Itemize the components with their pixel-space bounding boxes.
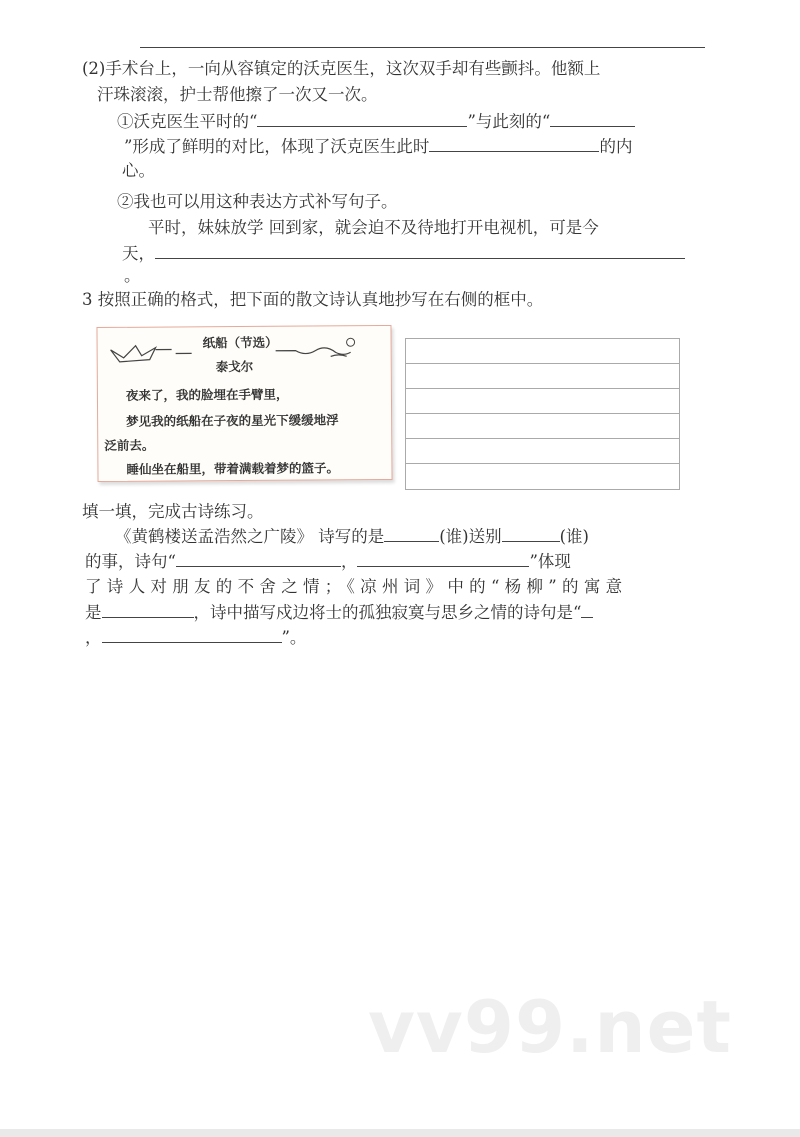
page-bottom-edge [0,1129,800,1137]
q4-line1 [115,525,589,548]
text: ， [340,552,358,571]
poem-line: 睡仙坐在船里，带着满载着梦的篮子。 [126,460,340,477]
text: 《黄鹤楼送孟浩然之广陵》 诗写的是 [115,527,385,546]
q3-title: 3 按照正确的格式，把下面的散文诗认真地抄写在右侧的框中。 [82,290,544,309]
poem-author: 泰戈尔 [215,358,254,375]
writing-row[interactable] [406,339,679,364]
q2-sub1-line2 [124,135,632,158]
writing-row[interactable] [406,414,679,439]
text: ”形成了鲜明的对比，体现了沃克医生此时 [124,137,430,156]
blank-meaning[interactable] [102,601,194,618]
writing-row[interactable] [406,439,679,464]
copy-writing-box[interactable] [405,338,680,490]
poem-line: 泛前去。 [104,437,155,453]
q2-sub2-line3: 。 [124,266,141,285]
blank-who1[interactable] [384,525,439,542]
q2-passage-line2: 汗珠滚滚，护士帮他擦了一次又一次。 [97,85,378,104]
q4-line4 [85,601,593,624]
text: ， [85,628,102,647]
text: 的内 [599,137,633,156]
blank-verse1[interactable] [176,550,341,567]
blank-now[interactable] [550,110,635,127]
text: 天， [122,244,155,263]
q2-passage-line1: (2)手术台上，一向从容镇定的沃克医生，这次双手却有些颤抖。他额上 [82,59,601,78]
writing-row[interactable] [406,364,679,389]
answer-line[interactable] [140,47,705,48]
watermark: vv99.net [368,985,732,1069]
q4-line2 [85,550,571,573]
blank-today[interactable] [155,242,685,259]
q2-sub1-line3: 心。 [122,161,155,180]
text: ”与此刻的“ [467,112,551,131]
text: (谁)送别 [439,527,502,546]
text: ①沃克医生平时的“ [117,112,258,131]
poem-title: 纸船（节选） [202,334,278,351]
q4-line5 [85,626,306,649]
q2-sub1-line1 [117,110,635,133]
text: 是 [85,603,102,622]
blank-verse4[interactable] [102,626,282,643]
text: 的事，诗句“ [85,552,176,571]
q2-sub2-title: ②我也可以用这种表达方式补写句子。 [117,192,398,211]
blank-who2[interactable] [502,525,560,542]
writing-row[interactable] [406,389,679,414]
poem-line: 夜来了，我的脸埋在手臂里， [125,386,289,403]
blank-usual[interactable] [257,110,467,127]
text: ，诗中描写戍边将士的孤独寂寞与思乡之情的诗句是“ [193,603,582,622]
q2-sub2-line2 [122,242,685,265]
q4-title: 填一填，完成古诗练习。 [82,502,264,521]
q4-line3: 了诗人对朋友的不舍之情；《凉州词》中的“杨柳”的寓意 [85,577,628,596]
writing-row[interactable] [406,464,679,488]
blank-feeling[interactable] [429,135,599,152]
q2-sub2-line1: 平时，妹妹放学 回到家，就会迫不及待地打开电视机，可是今 [148,218,599,237]
text: (谁) [559,527,589,546]
poem-line: 梦见我的纸船在子夜的星光下缓缓地浮 [126,412,339,429]
blank-verse2[interactable] [357,550,529,567]
poem-card [96,325,392,482]
text: ”。 [281,628,307,647]
blank-verse3[interactable] [581,601,593,618]
text: ”体现 [529,552,571,571]
